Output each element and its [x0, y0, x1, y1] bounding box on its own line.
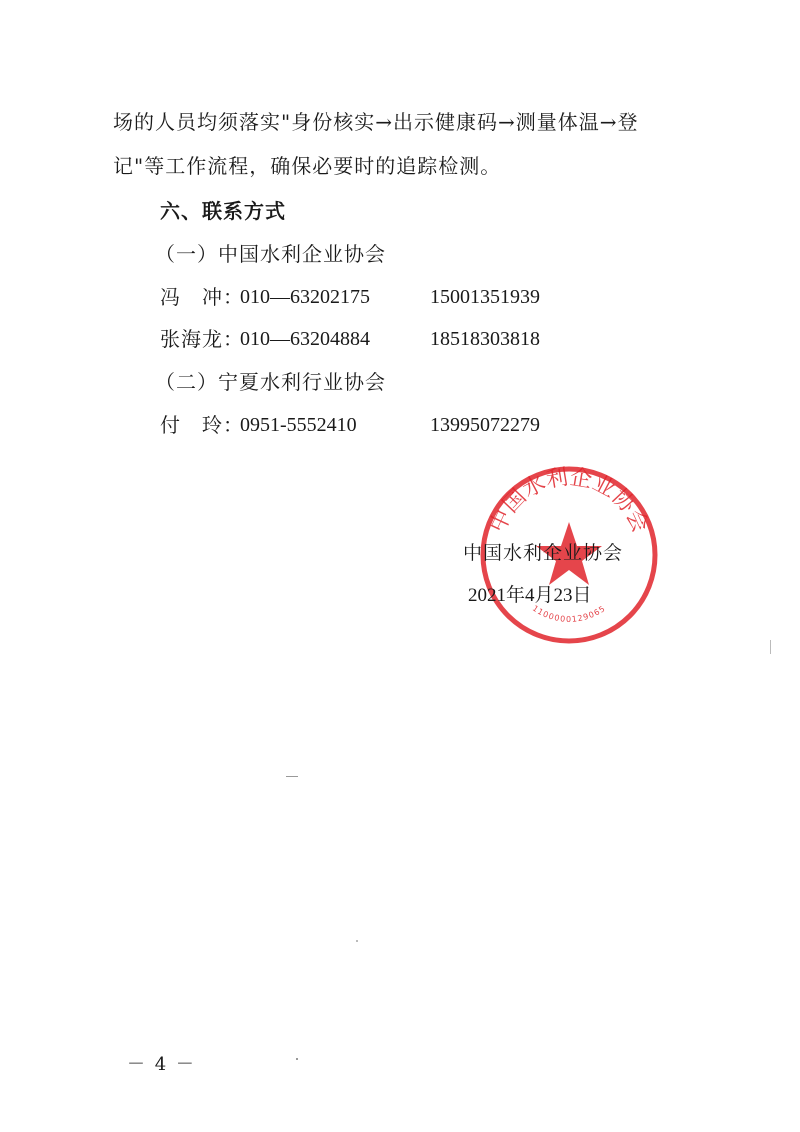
scan-speck — [356, 940, 358, 942]
body-text-line-1: 场的人员均须落实"身份核实→出示健康码→测量体温→登 — [113, 110, 639, 134]
contact-phone: 0951-5552410 — [240, 414, 357, 436]
seal-text: 中国水利企业协会 — [485, 464, 653, 537]
signature-org: 中国水利企业协会 — [463, 542, 624, 564]
contact-mobile: 18518303818 — [430, 328, 540, 350]
date-text: 2021年4月23日 — [468, 585, 592, 606]
signature-date — [468, 582, 592, 609]
seal-number: 1100000129065 — [530, 603, 608, 624]
group-title-1: （一）中国水利企业协会 — [155, 242, 386, 266]
body-text-line-2: 记"等工作流程，确保必要时的追踪检测。 — [113, 154, 502, 178]
section-heading: 六、联系方式 — [160, 199, 286, 223]
scan-speck — [770, 640, 771, 654]
scan-speck — [296, 1058, 298, 1060]
page-number: － 4 － — [127, 1054, 196, 1075]
contact-name: 冯 冲： — [160, 285, 244, 309]
contact-phone: 010—63202175 — [240, 286, 370, 308]
contact-phone: 010—63204884 — [240, 328, 370, 350]
contact-name: 张海龙： — [160, 327, 244, 351]
contact-mobile: 15001351939 — [430, 286, 540, 308]
scan-speck — [286, 776, 298, 777]
contact-name: 付 玲： — [160, 413, 244, 437]
contact-mobile: 13995072279 — [430, 414, 540, 436]
group-title-2: （二）宁夏水利行业协会 — [155, 370, 386, 394]
